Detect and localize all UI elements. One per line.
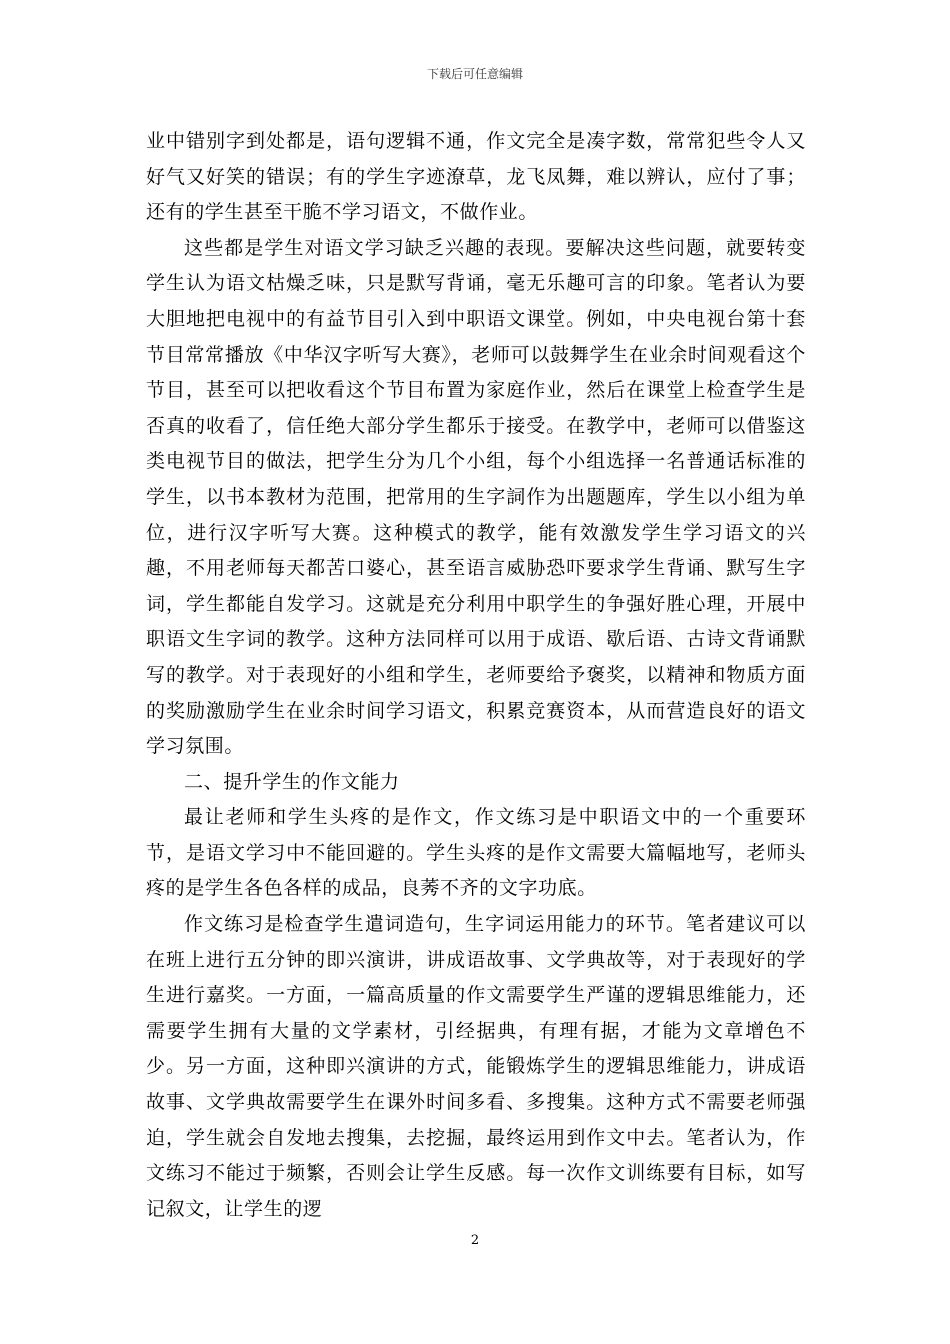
paragraph-1: 业中错别字到处都是，语句逻辑不通，作文完全是凑字数，常常犯些令人又好气又好笑的错误；有的学生字迹潦草，龙飞凤舞，难以辨认，应付了事；还有的学生甚至干脆不学习语文，不做作业。: [146, 130, 806, 224]
paragraph-4: 作文练习是检查学生遣词造句，生字词运用能力的环节。笔者建议可以在班上进行五分钟的即兴演讲，讲成语故事、文学典故等，对于表现好的学生进行嘉奖。一方面，一篇高质量的作文需要学生严谨的逻辑思维能力，还需要学生拥有大量的文学素材，引经据典，有理有据，才能为文章增色不少。另一方面，这种即兴演讲的方式，能锻炼学生的逻辑思维能力，讲成语故事、文学典故需要学生在课外时间多看、多搜集。这种方式不需要老师强迫，学生就会自发地去搜集，去挖掘，最终运用到作文中去。笔者认为，作文练习不能过于频繁，否则会让学生反感。每一次作文训练要有目标，如写记叙文，让学生的逻: [146, 913, 806, 1220]
paragraph-2: 这些都是学生对语文学习缺乏兴趣的表现。要解决这些问题，就要转变学生认为语文枯燥乏味，只是默写背诵，毫无乐趣可言的印象。笔者认为要大胆地把电视中的有益节目引入到中职语文课堂。例如，中央电视台第十套节目常常播放《中华汉字听写大赛》，老师可以鼓舞学生在业余时间观看这个节目，甚至可以把收看这个节目布置为家庭作业，然后在课堂上检查学生是否真的收看了，信任绝大部分学生都乐于接受。在教学中，老师可以借鉴这类电视节目的做法，把学生分为几个小组，每个小组选择一名普通话标准的学生，以书本教材为范围，把常用的生字詞作为出题题库，学生以小组为单位，进行汉字听写大赛。这种模式的教学，能有效激发学生学习语文的兴趣，不用老师每天都苦口婆心，甚至语言威胁恐吓要求学生背诵、默写生字词，学生都能自发学习。这就是充分利用中职学生的争强好胜心理，开展中职语文生字词的教学。这种方法同样可以用于成语、歇后语、古诗文背诵默写的教学。对于表现好的小组和学生，老师要给予褒奖，以精神和物质方面的奖励激励学生在业余时间学习语文，积累竞赛资本，从而营造良好的语文学习氛围。: [146, 236, 806, 758]
paragraph-3: 最让老师和学生头疼的是作文，作文练习是中职语文中的一个重要环节，是语文学习中不能回避的。学生头疼的是作文需要大篇幅地写，老师头疼的是学生各色各样的成品，良莠不齐的文字功底。: [146, 806, 806, 900]
document-body: [146, 124, 806, 1227]
page-number: 2: [470, 1233, 480, 1248]
page-header: 下载后可任意编辑: [426, 67, 523, 81]
section-heading: 二、提升学生的作文能力: [184, 770, 400, 793]
